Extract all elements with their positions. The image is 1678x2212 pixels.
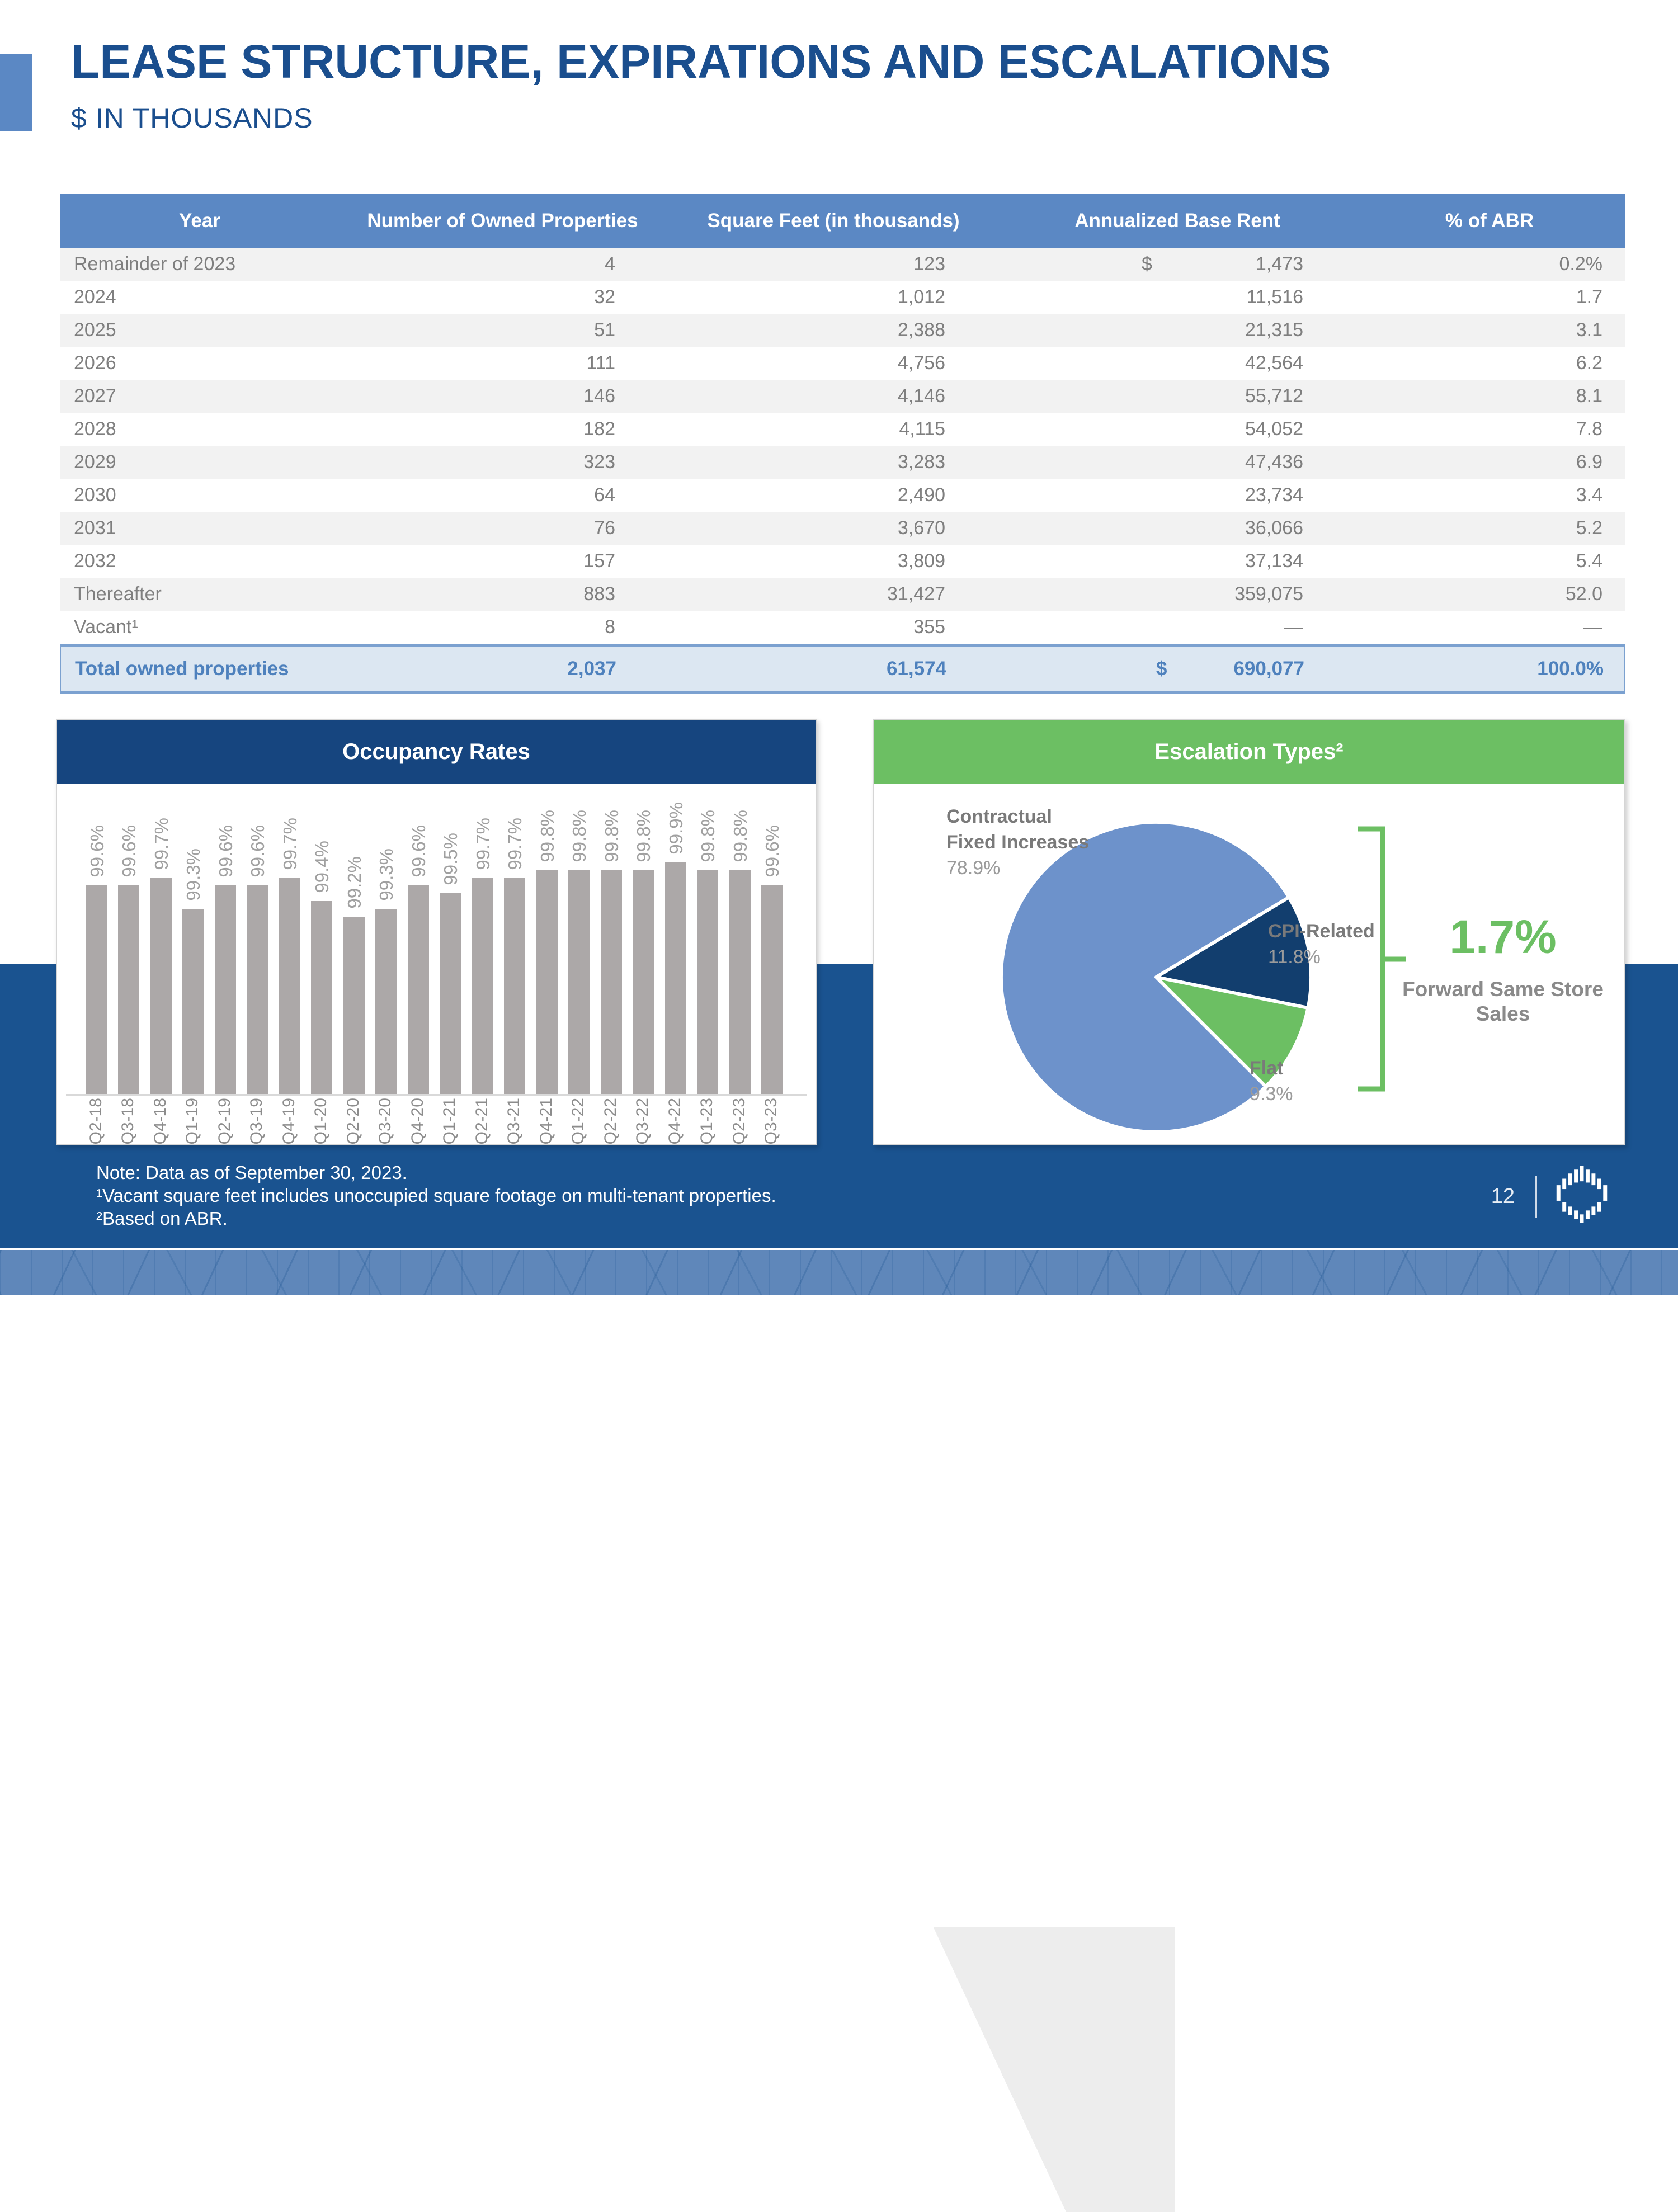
cell-abr <box>949 314 1307 347</box>
cell-abr <box>949 281 1307 314</box>
total-abr <box>950 647 1308 691</box>
table-row <box>60 611 1625 644</box>
cell-year: 2029 <box>74 451 116 473</box>
abr-value: 36,066 <box>1245 517 1303 539</box>
abr-value: 359,075 <box>1234 583 1303 605</box>
table-row <box>60 248 1625 281</box>
occupancy-bar <box>536 870 558 1094</box>
cell-sqft: 4,756 <box>897 352 945 374</box>
cell-pct: 1.7 <box>1576 286 1602 308</box>
cell-abr <box>949 347 1307 380</box>
table-row <box>60 446 1625 479</box>
page-title: LEASE STRUCTURE, EXPIRATIONS AND ESCALATIONS <box>71 35 1331 88</box>
cell-pct: 6.9 <box>1576 451 1602 473</box>
abr-value: 23,734 <box>1245 484 1303 506</box>
occupancy-x-tick-label: Q4-22 <box>665 1098 684 1145</box>
cell-abr <box>949 248 1307 281</box>
occupancy-x-tick-label: Q3-19 <box>247 1098 266 1145</box>
table-row <box>60 413 1625 446</box>
occupancy-x-tick-label: Q2-23 <box>729 1098 748 1145</box>
table-row <box>60 380 1625 413</box>
cell-year: 2025 <box>74 319 116 341</box>
occupancy-bar <box>215 885 236 1094</box>
footnote-line: Note: Data as of September 30, 2023. <box>96 1162 407 1183</box>
escalation-types-panel <box>873 719 1625 1145</box>
table-row <box>60 479 1625 512</box>
occupancy-bar <box>633 870 654 1094</box>
cell-year: 2028 <box>74 418 116 440</box>
company-logo-icon <box>1549 1164 1614 1229</box>
occupancy-value-label: 99.9% <box>665 802 686 855</box>
slice-value: 78.9% <box>946 857 1001 879</box>
table-body <box>60 248 1625 644</box>
slice-label: CPI-Related <box>1268 921 1375 942</box>
occupancy-value-label: 99.8% <box>729 810 751 862</box>
cell-properties: 32 <box>594 286 615 308</box>
slice-value: 11.8% <box>1268 946 1321 968</box>
cell-properties: 323 <box>583 451 615 473</box>
total-pct: 100.0% <box>1537 658 1604 680</box>
occupancy-x-tick-label: Q3-21 <box>505 1098 524 1145</box>
slice-value: 9.3% <box>1250 1083 1293 1105</box>
occupancy-bar <box>504 878 525 1094</box>
pie-label-contractual <box>946 804 1089 881</box>
occupancy-bar <box>86 885 107 1094</box>
cell-pct: 5.2 <box>1576 517 1602 539</box>
cell-sqft: 2,388 <box>897 319 945 341</box>
table-row <box>60 347 1625 380</box>
occupancy-x-tick-label: Q4-19 <box>279 1098 298 1145</box>
cell-abr <box>949 611 1307 644</box>
abr-value: 42,564 <box>1245 352 1303 374</box>
abr-value: 11,516 <box>1246 286 1303 308</box>
occupancy-bar <box>279 878 300 1094</box>
total-properties: 2,037 <box>567 658 616 680</box>
band-facet <box>1342 1927 1678 2212</box>
table-header-cell: % of ABR <box>1445 210 1534 232</box>
occupancy-value-label: 99.3% <box>183 848 204 901</box>
occupancy-x-tick-label: Q1-19 <box>183 1098 202 1145</box>
cell-sqft: 3,283 <box>897 451 945 473</box>
occupancy-value-label: 99.6% <box>86 825 107 878</box>
table-row <box>60 512 1625 545</box>
cell-pct: — <box>1583 616 1602 638</box>
band-facet <box>503 1927 1175 2212</box>
occupancy-value-label: 99.7% <box>472 818 493 870</box>
cell-sqft: 31,427 <box>887 583 945 605</box>
total-abr-value: 690,077 <box>1233 658 1304 680</box>
occupancy-x-tick-label: Q2-22 <box>601 1098 620 1145</box>
bottom-photo-strip <box>0 1248 1678 1295</box>
total-sqft: 61,574 <box>886 658 946 680</box>
abr-value: 1,473 <box>1255 253 1303 275</box>
cell-pct: 7.8 <box>1576 418 1602 440</box>
cell-properties: 64 <box>594 484 615 506</box>
cell-pct: 5.4 <box>1576 550 1602 572</box>
occupancy-x-tick-label: Q1-23 <box>697 1098 717 1145</box>
abr-value: 37,134 <box>1245 550 1303 572</box>
cell-abr <box>949 512 1307 545</box>
slice-label: Flat <box>1250 1058 1284 1079</box>
table-header-cell: Square Feet (in thousands) <box>707 210 960 232</box>
occupancy-value-label: 99.8% <box>601 810 622 862</box>
occupancy-value-label: 99.4% <box>312 841 333 893</box>
footer-divider <box>1535 1176 1537 1218</box>
cell-properties: 8 <box>605 616 615 638</box>
cell-properties: 146 <box>583 385 615 407</box>
cell-pct: 6.2 <box>1576 352 1602 374</box>
cell-year: 2027 <box>74 385 116 407</box>
occupancy-bar <box>729 870 751 1094</box>
total-label: Total owned properties <box>75 658 289 680</box>
cell-year: 2030 <box>74 484 116 506</box>
pie-label-cpi <box>1268 918 1375 970</box>
abr-value: — <box>1284 616 1303 638</box>
cell-pct: 0.2% <box>1559 253 1602 275</box>
table-header-cell: Year <box>179 210 220 232</box>
abr-value: 54,052 <box>1245 418 1303 440</box>
table-total-row <box>60 644 1625 694</box>
occupancy-bar <box>440 893 461 1094</box>
dollar-sign: $ <box>1156 658 1167 680</box>
cell-year: Vacant¹ <box>74 616 138 638</box>
occupancy-value-label: 99.6% <box>215 825 236 878</box>
cell-abr <box>949 380 1307 413</box>
cell-abr <box>949 578 1307 611</box>
occupancy-bar <box>343 917 365 1094</box>
occupancy-x-tick-label: Q3-20 <box>376 1098 395 1145</box>
occupancy-x-tick-label: Q3-23 <box>762 1098 781 1145</box>
occupancy-x-tick-label: Q2-20 <box>343 1098 362 1145</box>
table-row <box>60 545 1625 578</box>
occupancy-value-label: 99.6% <box>247 825 268 878</box>
occupancy-bar <box>182 909 204 1094</box>
cell-abr <box>949 545 1307 578</box>
cell-abr <box>949 413 1307 446</box>
page-number: 12 <box>1491 1185 1515 1208</box>
pie-label-flat <box>1250 1055 1293 1107</box>
lease-expiration-table <box>60 194 1625 694</box>
occupancy-value-label: 99.6% <box>408 825 429 878</box>
occupancy-value-label: 99.5% <box>440 833 461 885</box>
occupancy-bar <box>568 870 590 1094</box>
occupancy-value-label: 99.7% <box>279 818 300 870</box>
footnote-line: ²Based on ABR. <box>96 1208 228 1229</box>
occupancy-bar <box>311 901 332 1094</box>
table-row <box>60 281 1625 314</box>
occupancy-x-tick-label: Q2-19 <box>215 1098 234 1145</box>
forward-sss-value: 1.7% <box>1449 911 1557 963</box>
occupancy-bar <box>375 909 397 1094</box>
occupancy-value-label: 99.8% <box>569 810 590 862</box>
cell-year: 2032 <box>74 550 116 572</box>
table-header-row <box>60 194 1625 248</box>
occupancy-x-tick-label: Q1-21 <box>440 1098 459 1145</box>
cell-year: 2031 <box>74 517 116 539</box>
cell-pct: 52.0 <box>1565 583 1602 605</box>
cell-sqft: 123 <box>913 253 945 275</box>
cell-abr <box>949 479 1307 512</box>
escalation-panel-title: Escalation Types² <box>874 720 1624 784</box>
abr-value: 55,712 <box>1245 385 1303 407</box>
occupancy-x-axis <box>66 1094 807 1096</box>
occupancy-bar <box>472 878 493 1094</box>
occupancy-bar <box>665 862 686 1094</box>
slice-label: Fixed Increases <box>946 832 1090 853</box>
occupancy-x-tick-label: Q4-21 <box>536 1098 555 1145</box>
forward-sss-label: Forward Same Store Sales <box>1402 978 1604 1025</box>
occupancy-rates-panel <box>56 719 817 1145</box>
cell-properties: 883 <box>583 583 615 605</box>
occupancy-value-label: 99.6% <box>119 825 140 878</box>
occupancy-x-tick-label: Q3-18 <box>119 1098 138 1145</box>
occupancy-panel-title: Occupancy Rates <box>57 720 816 784</box>
cell-year: 2026 <box>74 352 116 374</box>
cell-pct: 3.1 <box>1576 319 1602 341</box>
occupancy-x-tick-label: Q1-22 <box>569 1098 588 1145</box>
cell-properties: 157 <box>583 550 615 572</box>
abr-value: 21,315 <box>1245 319 1303 341</box>
occupancy-x-tick-label: Q3-22 <box>633 1098 652 1145</box>
occupancy-value-label: 99.7% <box>150 818 172 870</box>
table-row <box>60 578 1625 611</box>
occupancy-x-tick-label: Q4-18 <box>150 1098 169 1145</box>
cell-pct: 3.4 <box>1576 484 1602 506</box>
footnote-line: ¹Vacant square feet includes unoccupied square footage on multi-tenant properties. <box>96 1185 776 1206</box>
page-subtitle: $ IN THOUSANDS <box>71 102 313 134</box>
cell-sqft: 1,012 <box>897 286 945 308</box>
table-header-cell: Annualized Base Rent <box>1074 210 1280 232</box>
cell-sqft: 2,490 <box>897 484 945 506</box>
cell-sqft: 355 <box>913 616 945 638</box>
cell-properties: 4 <box>605 253 615 275</box>
occupancy-value-label: 99.8% <box>633 810 654 862</box>
cell-year: Remainder of 2023 <box>74 253 236 275</box>
cell-properties: 76 <box>594 517 615 539</box>
band-facet <box>0 1959 291 2212</box>
cell-year: Thereafter <box>74 583 162 605</box>
cell-properties: 111 <box>586 352 615 374</box>
occupancy-x-tick-label: Q2-18 <box>86 1098 105 1145</box>
occupancy-value-label: 99.8% <box>697 810 719 862</box>
cell-pct: 8.1 <box>1576 385 1602 407</box>
cell-properties: 182 <box>583 418 615 440</box>
cell-properties: 51 <box>594 319 615 341</box>
occupancy-x-tick-label: Q2-21 <box>472 1098 491 1145</box>
table-header-cell: Number of Owned Properties <box>367 210 638 232</box>
occupancy-value-label: 99.3% <box>376 848 397 901</box>
occupancy-bar <box>118 885 139 1094</box>
occupancy-value-label: 99.8% <box>536 810 558 862</box>
occupancy-bar <box>150 878 172 1094</box>
title-accent-square <box>0 54 32 131</box>
occupancy-value-label: 99.6% <box>762 825 783 878</box>
cell-sqft: 4,146 <box>897 385 945 407</box>
abr-value: 47,436 <box>1245 451 1303 473</box>
cell-year: 2024 <box>74 286 116 308</box>
footnotes <box>96 1161 776 1230</box>
cell-sqft: 3,809 <box>897 550 945 572</box>
table-row <box>60 314 1625 347</box>
occupancy-bar <box>601 870 622 1094</box>
occupancy-bar <box>697 870 718 1094</box>
occupancy-bar <box>408 885 429 1094</box>
cell-sqft: 3,670 <box>897 517 945 539</box>
occupancy-bar <box>761 885 783 1094</box>
dollar-sign: $ <box>1142 253 1152 275</box>
occupancy-x-tick-label: Q4-20 <box>408 1098 427 1145</box>
cell-abr <box>949 446 1307 479</box>
slice-label: Contractual <box>946 806 1052 827</box>
occupancy-bar <box>247 885 268 1094</box>
occupancy-value-label: 99.7% <box>505 818 526 870</box>
occupancy-x-tick-label: Q1-20 <box>312 1098 331 1145</box>
occupancy-value-label: 99.2% <box>343 856 365 909</box>
cell-sqft: 4,115 <box>899 418 945 440</box>
